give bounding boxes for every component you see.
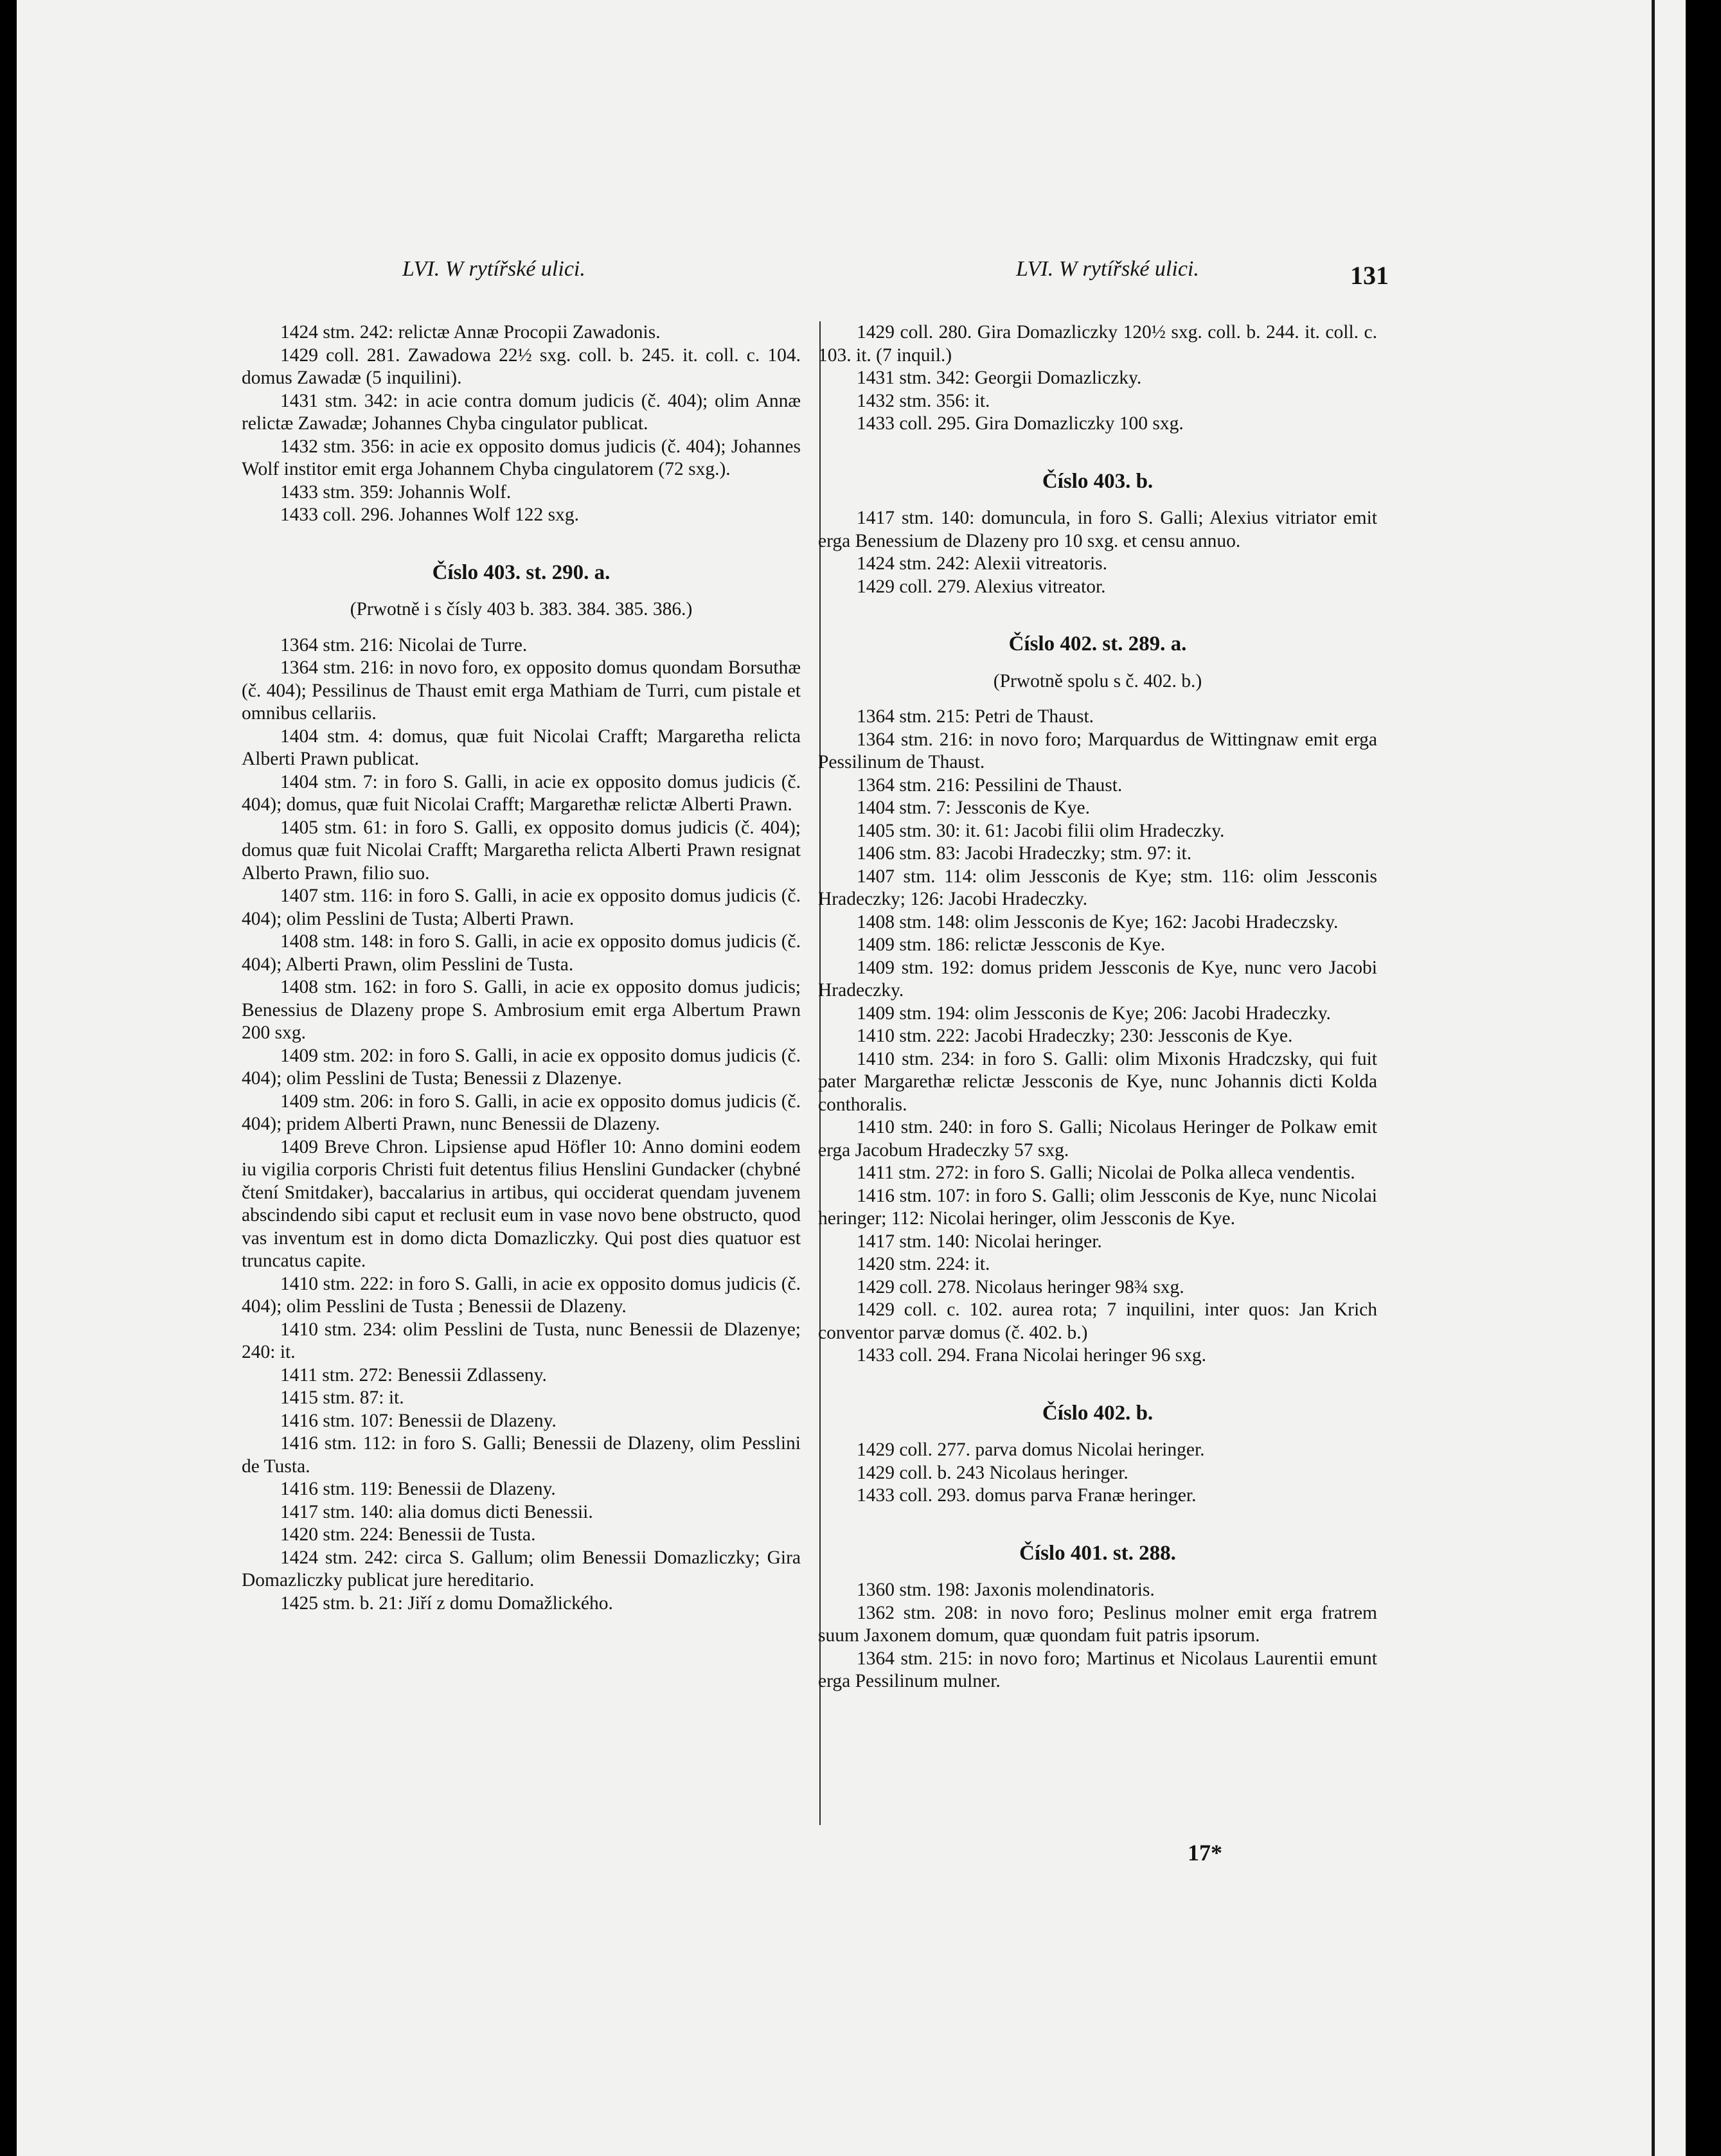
entry: 1405 stm. 30: it. 61: Jacobi filii olim Hradeczky. — [857, 820, 1225, 841]
entry: 1364 stm. 216: in novo foro, ex opposito domus quondam Borsuthæ (č. 404); Pessilinus de Thaust emit erga Mathiam de Turri, cum pistale et omnibus cellariis. — [242, 657, 801, 724]
entry: 1410 stm. 234: in foro S. Galli: olim Mixonis Hradczsky, qui fuit pater Margarethæ relictæ Jessconis de Kye, nunc Johannis dicti Kolda conthoralis. — [818, 1048, 1377, 1115]
book-page — [17, 0, 1686, 2156]
entry: 1433 stm. 359: Johannis Wolf. — [280, 481, 512, 503]
entry: 1433 coll. 296. Johannes Wolf 122 sxg. — [280, 504, 579, 525]
entry: 1411 stm. 272: Benessii Zdlasseny. — [280, 1364, 547, 1385]
entry: 1433 coll. 294. Frana Nicolai heringer 96 sxg. — [857, 1345, 1206, 1366]
running-header-left: LVI. W rytířské ulici. — [402, 257, 585, 281]
entry: 1417 stm. 140: domuncula, in foro S. Galli; Alexius vitriator emit erga Benessium de Dlazeny pro 10 sxg. et censu annuo. — [818, 508, 1377, 551]
entry: 1364 stm. 216: Nicolai de Turre. — [280, 634, 528, 655]
entry: 1429 coll. 280. Gira Domazliczky 120½ sxg. coll. b. 244. it. coll. c. 103. it. (7 inquil.) — [818, 322, 1377, 366]
entry: 1416 stm. 107: Benessii de Dlazeny. — [280, 1410, 557, 1431]
page-edge-rule — [1652, 0, 1655, 2156]
entry: 1409 stm. 194: olim Jessconis de Kye; 206: Jacobi Hradeczky. — [857, 1002, 1331, 1024]
right-column — [818, 321, 1377, 1693]
section-heading: Číslo 401. st. 288. — [1019, 1541, 1176, 1565]
entry: 1417 stm. 140: Nicolai heringer. — [857, 1231, 1102, 1252]
entry: 1417 stm. 140: alia domus dicti Benessii. — [280, 1501, 593, 1522]
entry: 1409 stm. 202: in foro S. Galli, in acie ex opposito domus judicis (č. 404); olim Pesslini de Tusta; Benessii z Dlazenye. — [242, 1045, 801, 1089]
entry: 1407 stm. 114: olim Jessconis de Kye; stm. 116: olim Jessconis Hradeczky; 126: Jacobi Hradeczky. — [818, 866, 1377, 909]
entry: 1431 stm. 342: Georgii Domazliczky. — [857, 368, 1142, 388]
section-heading: Číslo 403. b. — [1042, 469, 1154, 493]
entry: 1416 stm. 107: in foro S. Galli; olim Jessconis de Kye, nunc Nicolai heringer; 112: Nicolai heringer, olim Jessconis de Kye. — [818, 1185, 1377, 1229]
entry: 1407 stm. 116: in foro S. Galli, in acie ex opposito domus judicis (č. 404); olim Pesslini de Tusta; Alberti Prawn. — [242, 886, 801, 929]
entry: 1364 stm. 216: in novo foro; Marquardus de Wittingnaw emit erga Pessilinum de Thaust. — [818, 729, 1377, 772]
entry: 1415 stm. 87: it. — [280, 1387, 404, 1408]
entry: 1410 stm. 234: olim Pesslini de Tusta, nunc Benessii de Dlazenye; 240: it. — [242, 1319, 801, 1362]
entry: 1410 stm. 222: in foro S. Galli, in acie ex opposito domus judicis (č. 404); olim Pesslini de Tusta ; Benessii de Dlazeny. — [242, 1273, 801, 1317]
entry: 1410 stm. 222: Jacobi Hradeczky; 230: Jessconis de Kye. — [857, 1026, 1293, 1046]
entry: 1424 stm. 242: relictæ Annæ Procopii Zawadonis. — [280, 322, 661, 343]
entry: 1429 coll. 281. Zawadowa 22½ sxg. coll. b. 245. it. coll. c. 104. domus Zawadæ (5 inquilini). — [242, 344, 801, 388]
entry: 1429 coll. 279. Alexius vitreator. — [857, 576, 1106, 597]
entry: 1408 stm. 148: in foro S. Galli, in acie ex opposito domus judicis (č. 404); Alberti Prawn, olim Pesslini de Tusta. — [242, 931, 801, 975]
page-number: 131 — [1350, 261, 1389, 290]
entry: 1409 Breve Chron. Lipsiense apud Höfler 10: Anno domini eodem iu vigilia corporis Christi fuit detentus filius Henslini Gundacker (chybné čtení Smitdaker), baccalarius in artibus, qui occiderat quendam juvenem abscindendo sibi caput et reclusit eum in vase novo bene obstructo, quod vas inventum est in domo dicta Domazliczky. Qui post dies quatuor est truncatus capite. — [242, 1136, 801, 1271]
entry: 1406 stm. 83: Jacobi Hradeczky; stm. 97: it. — [857, 843, 1192, 864]
entry: 1429 coll. 277. parva domus Nicolai heringer. — [857, 1439, 1205, 1460]
entry: 1420 stm. 224: Benessii de Tusta. — [280, 1524, 536, 1545]
entry: 1429 coll. c. 102. aurea rota; 7 inquilini, inter quos: Jan Krich conventor parvæ domus (č. 402. b.) — [818, 1299, 1377, 1343]
entry: 1404 stm. 7: in foro S. Galli, in acie ex opposito domus judicis (č. 404); domus, quæ fuit Nicolai Crafft; Margarethæ relictæ Alberti Prawn. — [242, 771, 801, 815]
entry: 1364 stm. 215: in novo foro; Martinus et Nicolaus Laurentii emunt erga Pessilinum mulner. — [818, 1648, 1377, 1691]
entry: 1362 stm. 208: in novo foro; Peslinus molner emit erga fratrem suum Jaxonem domum, quæ quondam fuit patris ipsorum. — [818, 1602, 1377, 1646]
entry: 1432 stm. 356: in acie ex opposito domus judicis (č. 404); Johannes Wolf institor emit erga Johannem Chyba cingulatorem (72 sxg.). — [242, 436, 801, 479]
section-heading: Číslo 402. st. 289. a. — [1008, 632, 1187, 655]
entry: 1408 stm. 148: olim Jessconis de Kye; 162: Jacobi Hradeczsky. — [857, 911, 1339, 932]
left-column — [242, 321, 801, 1615]
entry: 1429 coll. 278. Nicolaus heringer 98¾ sxg. — [857, 1276, 1184, 1297]
entry: 1433 coll. 295. Gira Domazliczky 100 sxg. — [857, 413, 1184, 434]
entry: 1424 stm. 242: circa S. Gallum; olim Benessii Domazliczky; Gira Domazliczky publicat jure hereditario. — [242, 1547, 801, 1590]
section-heading: Číslo 403. st. 290. a. — [432, 560, 611, 584]
signature-mark: 17* — [1188, 1840, 1222, 1866]
entry: 1410 stm. 240: in foro S. Galli; Nicolaus Heringer de Polkaw emit erga Jacobum Hradeczky 57 sxg. — [818, 1117, 1377, 1161]
entry: 1409 stm. 186: relictæ Jessconis de Kye. — [857, 934, 1166, 955]
entry: 1424 stm. 242: Alexii vitreatoris. — [857, 553, 1108, 574]
entry: 1409 stm. 206: in foro S. Galli, in acie ex opposito domus judicis (č. 404); pridem Alberti Prawn, nunc Benessii de Dlazeny. — [242, 1091, 801, 1134]
section-note: (Prwotně i s čísly 403 b. 383. 384. 385. 386.) — [350, 599, 693, 619]
entry: 1404 stm. 4: domus, quæ fuit Nicolai Crafft; Margaretha relicta Alberti Prawn publicat. — [242, 726, 801, 769]
entry: 1404 stm. 7: Jessconis de Kye. — [857, 797, 1090, 818]
entry: 1408 stm. 162: in foro S. Galli, in acie ex opposito domus judicis; Benessius de Dlazeny prope S. Ambrosium emit erga Albertum Prawn 200 sxg. — [242, 977, 801, 1043]
entry: 1432 stm. 356: it. — [857, 390, 990, 411]
entry: 1420 stm. 224: it. — [857, 1254, 990, 1274]
entry: 1364 stm. 215: Petri de Thaust. — [857, 706, 1094, 727]
entry: 1360 stm. 198: Jaxonis molendinatoris. — [857, 1580, 1155, 1600]
entry: 1416 stm. 119: Benessii de Dlazeny. — [280, 1479, 556, 1499]
section-note: (Prwotně spolu s č. 402. b.) — [993, 670, 1202, 691]
entry: 1409 stm. 192: domus pridem Jessconis de Kye, nunc vero Jacobi Hradeczky. — [818, 957, 1377, 1001]
entry: 1431 stm. 342: in acie contra domum judicis (č. 404); olim Annæ relictæ Zawadæ; Johannes Chyba cingulator publicat. — [242, 390, 801, 434]
entry: 1405 stm. 61: in foro S. Galli, ex opposito domus judicis (č. 404); domus quæ fuit Nicolai Crafft; Margaretha relicta Alberti Prawn resignat Alberto Prawn, filio suo. — [242, 817, 801, 884]
entry: 1411 stm. 272: in foro S. Galli; Nicolai de Polka alleca vendentis. — [857, 1163, 1355, 1183]
section-heading: Číslo 402. b. — [1042, 1401, 1154, 1425]
entry: 1425 stm. b. 21: Jiří z domu Domažlického. — [280, 1592, 613, 1614]
entry: 1433 coll. 293. domus parva Franæ heringer. — [857, 1485, 1197, 1506]
entry: 1416 stm. 112: in foro S. Galli; Benessii de Dlazeny, olim Pesslini de Tusta. — [242, 1433, 801, 1477]
entry: 1429 coll. b. 243 Nicolaus heringer. — [857, 1462, 1128, 1483]
running-header-right: LVI. W rytířské ulici. — [1016, 257, 1199, 281]
entry: 1364 stm. 216: Pessilini de Thaust. — [857, 774, 1123, 796]
